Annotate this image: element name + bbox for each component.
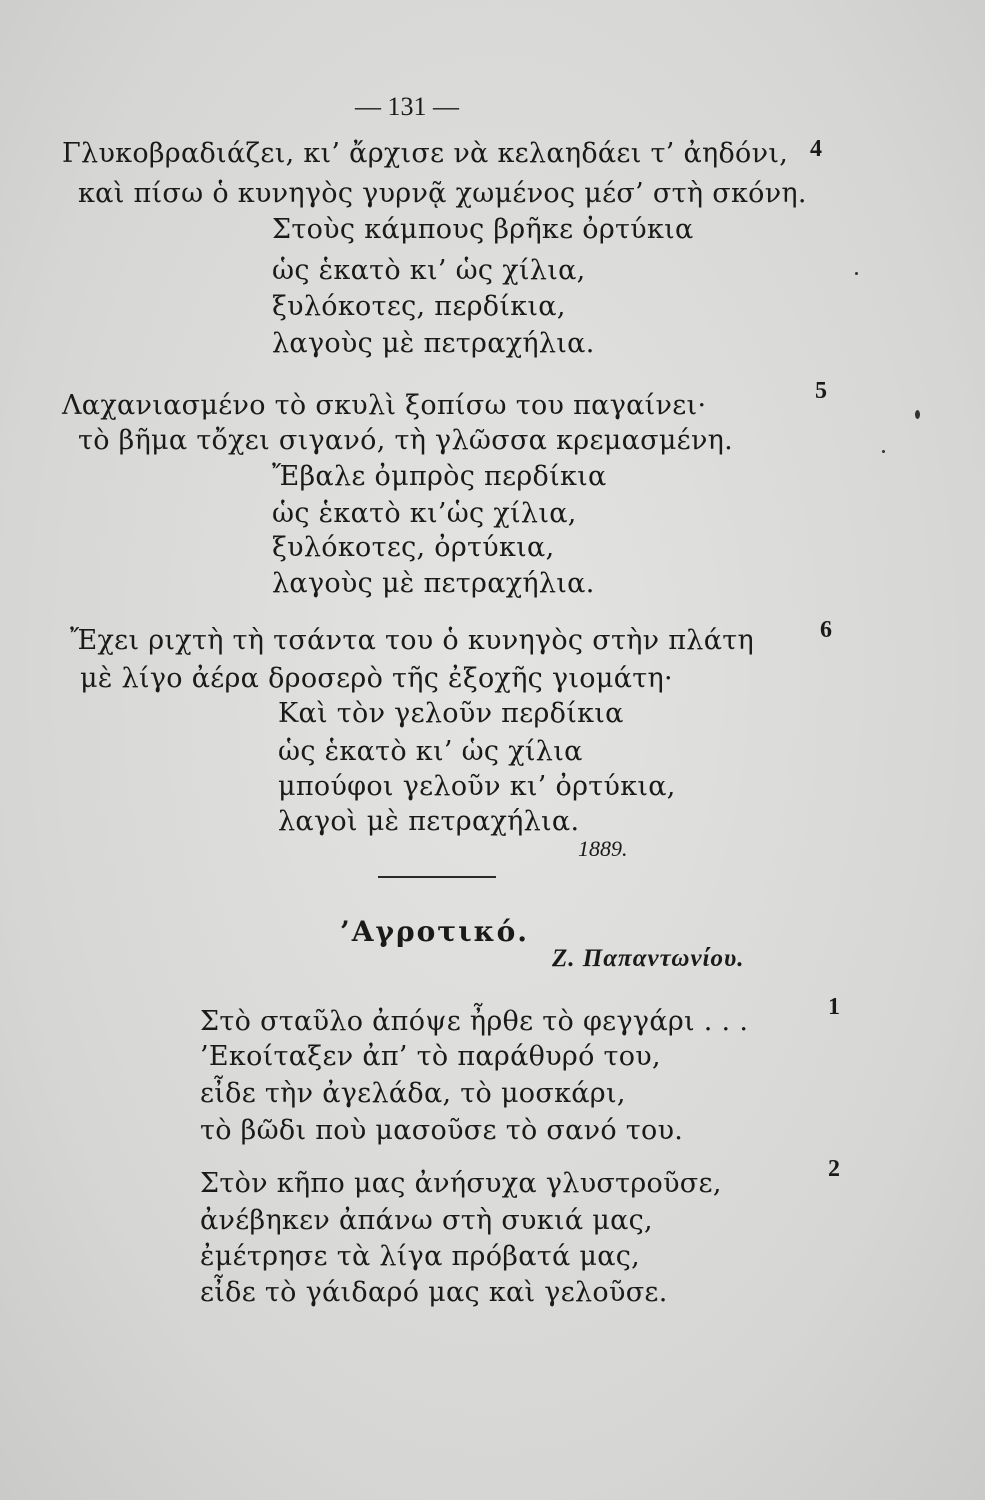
poem1-stanza5-line6: λαγοὺς μὲ πετραχήλια. bbox=[272, 568, 595, 599]
poem2-stanza1-line4: τὸ βῶδι ποὺ μασοῦσε τὸ σανό του. bbox=[200, 1115, 684, 1146]
poem2-stanza2-line3: ἐμέτρησε τὰ λίγα πρόβατά μας, bbox=[200, 1241, 641, 1272]
poem1-stanza6-line2: μὲ λίγο ἀέρα δροσερὸ τῆς ἐξοχῆς γιομάτη· bbox=[80, 663, 673, 694]
poem-year: 1889. bbox=[578, 836, 628, 861]
paper-speck bbox=[915, 410, 920, 419]
section-divider bbox=[378, 876, 496, 878]
poem2-stanza1-line3: εἶδε τὴν ἀγελάδα, τὸ μοσκάρι, bbox=[200, 1078, 626, 1109]
poem-title: ’Αγροτικό. bbox=[340, 915, 530, 948]
poem1-stanza5-line5: ξυλόκοτες, ὀρτύκια, bbox=[272, 532, 555, 563]
poem1-stanza4-line6: λαγοὺς μὲ πετραχήλια. bbox=[272, 328, 595, 359]
poem1-stanza5-line1: Λαχανιασμένο τὸ σκυλὶ ξοπίσω του παγαίνει· bbox=[62, 390, 707, 421]
poem2-stanza2-line1: Στὸν κῆπο μας ἀνήσυχα γλυστροῦσε, bbox=[200, 1168, 722, 1199]
stanza-number-5: 5 bbox=[815, 378, 827, 404]
poem2-stanza2-line4: εἶδε τὸ γάιδαρό μας καὶ γελοῦσε. bbox=[200, 1277, 668, 1308]
page-number: — 131 — bbox=[355, 92, 459, 121]
poem1-stanza5-line4: ὡς ἑκατὸ κι’ὡς χίλια, bbox=[272, 498, 577, 529]
stanza-number-4: 4 bbox=[810, 136, 822, 162]
poem1-stanza4-line5: ξυλόκοτες, περδίκια, bbox=[272, 291, 566, 322]
poem1-stanza5-line2: τὸ βῆμα τὄχει σιγανό, τὴ γλῶσσα κρεμασμένη. bbox=[78, 425, 734, 456]
poem2-stanza1-line2: ’Εκοίταξεν ἀπ’ τὸ παράθυρό του, bbox=[200, 1041, 661, 1072]
poem1-stanza4-line3: Στοὺς κάμπους βρῆκε ὀρτύκια bbox=[272, 214, 694, 245]
poem1-stanza4-line4: ὡς ἑκατὸ κι’ ὡς χίλια, bbox=[272, 255, 586, 286]
poem2-stanza2-line2: ἀνέβηκεν ἀπάνω στὴ συκιά μας, bbox=[200, 1205, 653, 1236]
stanza-number-6: 6 bbox=[820, 617, 832, 643]
poem1-stanza4-line2: καὶ πίσω ὁ κυνηγὸς γυρνᾷ χωμένος μέσ’ στὴ σκόνη. bbox=[78, 178, 807, 209]
poem1-stanza4-line1: Γλυκοβραδιάζει, κι’ ἄρχισε νὰ κελαηδάει τ’ ἀηδόνι, bbox=[62, 138, 789, 169]
stanza-number-1: 1 bbox=[828, 994, 840, 1020]
poem1-stanza6-line4: ὡς ἑκατὸ κι’ ὡς χίλια bbox=[278, 736, 583, 767]
poem1-stanza6-line5: μπούφοι γελοῦν κι’ ὀρτύκια, bbox=[278, 771, 676, 802]
poem2-stanza1-line1: Στὸ σταῦλο ἀπόψε ἦρθε τὸ φεγγάρι . . . bbox=[200, 1006, 749, 1037]
poem1-stanza6-line6: λαγοὶ μὲ πετραχήλια. bbox=[278, 806, 580, 837]
poem1-stanza6-line1: Ἔχει ριχτὴ τὴ τσάντα του ὁ κυνηγὸς στὴν πλάτη bbox=[70, 625, 754, 656]
paper-speck bbox=[855, 272, 858, 275]
stanza-number-2: 2 bbox=[828, 1156, 840, 1182]
poem1-stanza6-line3: Καὶ τὸν γελοῦν περδίκια bbox=[278, 698, 624, 729]
poem-author: Ζ. Παπαντωνίου. bbox=[552, 945, 745, 972]
paper-speck bbox=[882, 450, 885, 453]
poem1-stanza5-line3: Ἔβαλε ὀμπρὸς περδίκια bbox=[272, 461, 607, 492]
